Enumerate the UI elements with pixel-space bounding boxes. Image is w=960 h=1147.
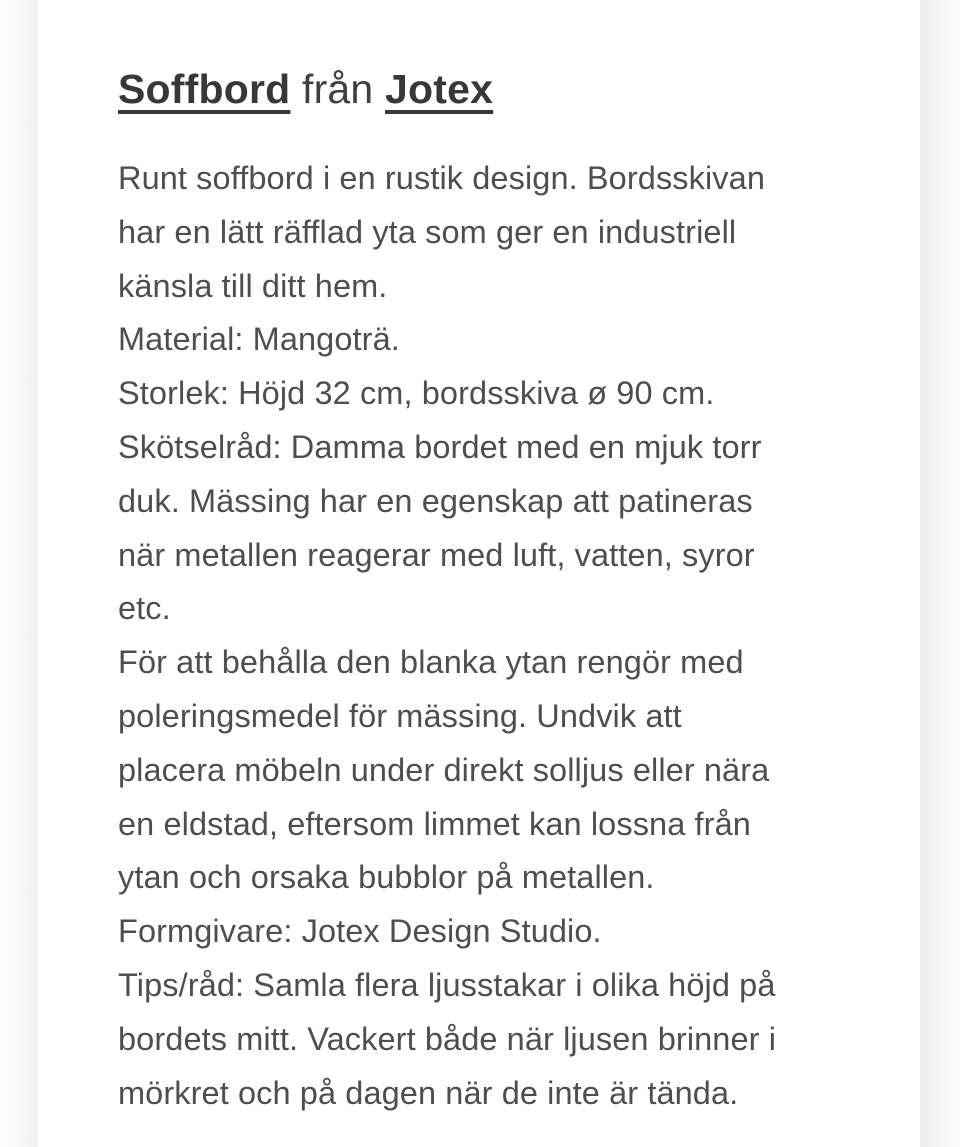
right-page-margin — [920, 0, 960, 1147]
description-line: Skötselråd: Damma bordet med en mjuk torr — [118, 428, 762, 465]
description-line: etc. — [118, 590, 171, 627]
description-line: känsla till ditt hem. — [118, 267, 388, 304]
description-line: en eldstad, eftersom limmet kan lossna från — [118, 805, 751, 842]
left-page-margin — [0, 0, 38, 1147]
product-description — [118, 152, 776, 1120]
description-line: Runt soffbord i en rustik design. Bordsskivan — [118, 160, 766, 196]
description-line: mörkret och på dagen när de inte är tända. — [118, 1074, 739, 1111]
description-line: Material: Mangoträ. — [118, 321, 400, 358]
brand-link[interactable]: Jotex — [385, 66, 494, 112]
description-line: poleringsmedel för mässing. Undvik att — [118, 697, 682, 734]
description-line: ytan och orsaka bubblor på metallen. — [118, 859, 655, 896]
description-line: Tips/råd: Samla flera ljusstakar i olika höjd på — [118, 966, 776, 1003]
description-line: För att behålla den blanka ytan rengör med — [118, 644, 744, 681]
product-link[interactable]: Soffbord — [118, 66, 291, 112]
description-line: har en lätt räfflad yta som ger en industriell — [118, 213, 737, 250]
title-connector: från — [301, 66, 374, 112]
description-line: bordets mitt. Vackert både när ljusen brinner i — [118, 1020, 777, 1057]
description-line: placera möbeln under direkt solljus eller nära — [118, 751, 770, 788]
page-title — [118, 66, 493, 113]
description-line: när metallen reagerar med luft, vatten, syror — [118, 536, 755, 573]
description-line: duk. Mässing har en egenskap att patineras — [118, 482, 753, 519]
description-line: Formgivare: Jotex Design Studio. — [118, 913, 602, 950]
description-line: Storlek: Höjd 32 cm, bordsskiva ø 90 cm. — [118, 375, 715, 412]
